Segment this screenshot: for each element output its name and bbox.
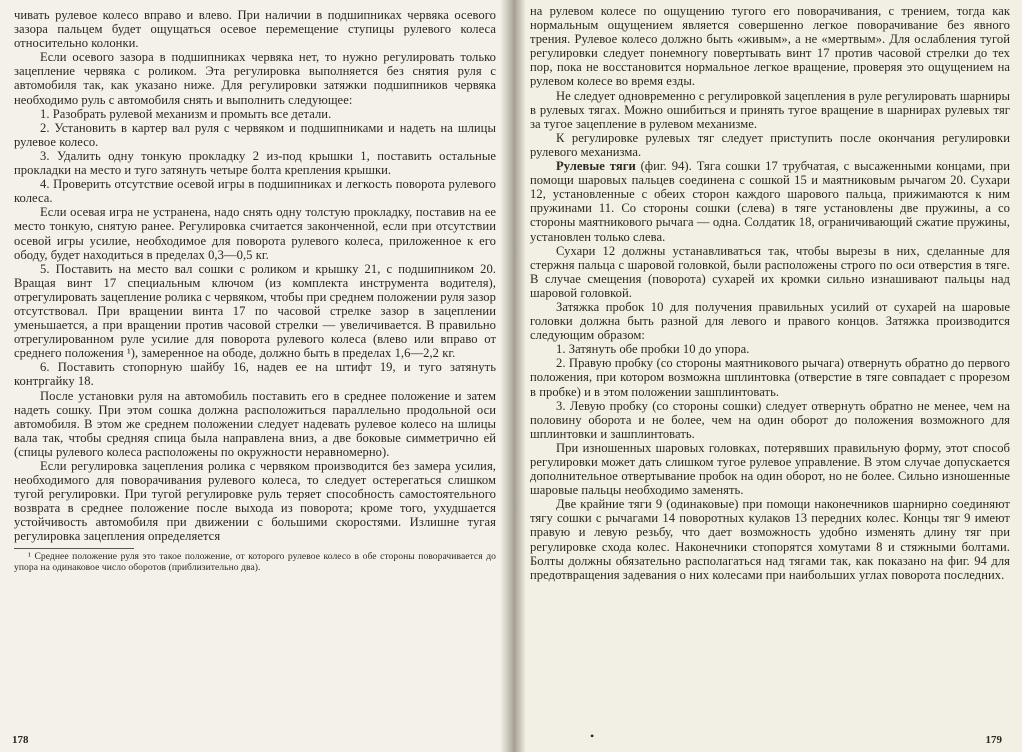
list-item: 1. Разобрать рулевой механизм и промыть все детали. — [40, 106, 332, 121]
paragraph: Две крайние тяги 9 (одинаковые) при помощи наконечников шарнирно соединяют тягу сошки с рычагами 14 поворотных кулаков 13 передних колес. Концы тяг 9 имеют правую и левую резьбу, что дает возможность удобно изменять длину тяг при регулировке схода колес. Наконечники стопорятся хомутами 8 и стяжными болтами. Болты должны обязательно располагаться над тягами так, как показано на фиг. 94 для предотвращения задевания о них колесами при наибольших углах поворота последних. — [530, 497, 1010, 582]
list-item: 6. Поставить стопорную шайбу 16, надев ее на штифт 19, и туго затянуть контргайку 18. — [14, 360, 496, 389]
right-page — [510, 0, 1022, 752]
paragraph: После установки руля на автомобиль поставить его в среднее положение и затем надеть сошку. При этом сошка должна расположиться параллельно продольной оси автомобиля. В этом же среднем положении следует надевать рулевое колесо на шлицы вала так, чтобы средняя спица была направлена вниз, а две боковые симметрично ей (спицы рулевого колеса расположены по окружности неравномерно). — [14, 388, 496, 459]
page-number-right: 179 — [985, 734, 1002, 746]
list-item: 1. Затянуть обе пробки 10 до упора. — [556, 342, 750, 357]
footnote: ¹ Среднее положение руля это такое положение, от которого рулевое колесо в обе стороны поворачивается до упора на одинаковое число оборотов (приблизительно два). — [14, 550, 496, 573]
section-heading: Рулевые тяги — [556, 159, 636, 174]
left-page — [0, 0, 510, 752]
page-number-left: 178 — [12, 734, 29, 746]
list-item: 3. Удалить одну тонкую прокладку 2 из-под крышки 1, поставить остальные прокладки на место и туго затянуть четыре болта крепления крышки. — [14, 148, 496, 178]
bottom-mark: • — [590, 729, 595, 743]
paragraph: на рулевом колесе по ощущению тугого его поворачивания, с трением, тогда как нормальным ощущением является совершенно легкое поворачивание без явного трения. Рулевое колесо должно быть «живым», а не «мертвым». Для ослабления тугой регулировки следует понемногу повертывать винт 17 против часовой стрелки до тех пор, пока не восстановится нормальное легкое вращение, проверяя это ощущением на рулевом колесе во время езды. — [530, 4, 1010, 89]
list-item: 2. Установить в картер вал руля с червяком и подшипниками и надеть на шлицы рулевое колесо. — [14, 120, 496, 149]
list-item: 5. Поставить на место вал сошки с роликом и крышку 21, с подшипником 20. Вращая винт 17 специальным ключом (из комплекта инструмента водителя), отрегулировать зацепление ролика с червяком, чтобы при среднем положении руля зазор отсутствовал. При вращении винта 17 по часовой стрелке зазор в зацеплении уменьшается, а при вращении против часовой стрелки — увеличивается. В правильно отрегулированном руле усилие для поворота рулевого колеса (влево или вправо от среднего положения ¹), замеренное на ободе, должно быть в пределах 1,6—2,2 кг. — [14, 261, 496, 361]
list-item: 4. Проверить отсутствие осевой игры в подшипниках и легкость поворота рулевого колеса. — [14, 177, 496, 206]
paragraph: Не следует одновременно с регулировкой зацепления в руле регулировать шарниры в рулевых тягах. Можно ошибиться и принять тугое вращение в шарнирах рулевых тяг за тугое зацепление в рулевом механизме. — [530, 88, 1010, 131]
paragraph: К регулировке рулевых тяг следует приступить после окончания регулировки рулевого механизма. — [530, 130, 1010, 159]
list-item: 3. Левую пробку (со стороны сошки) следует отвернуть обратно не менее, чем на половину оборота и не более, чем на один оборот до положения возможного для шплинтовки и зашплинтовать. — [530, 398, 1010, 441]
list-item: 2. Правую пробку (со стороны маятникового рычага) отвернуть обратно до первого положения, при котором возможна шплинтовка (отверстие в тяге совпадает с прорезом в пробке) и в этом положении зашплинтовать. — [530, 356, 1010, 399]
paragraph: Если регулировка зацепления ролика с червяком производится без замера усилия, необходимого для поворачивания рулевого колеса, то следует остерегаться слишком тугой регулировки. При тугой регулировке руль теряет способность самостоятельного возврата в среднее положение после выхода из поворота; кроме того, ухудшается устойчивость автомобиля при движении с большими скоростями. Излишне тугая регулировка зацепления определяется — [14, 459, 496, 544]
footnote-rule — [14, 548, 134, 549]
paragraph: Если осевая игра не устранена, надо снять одну толстую прокладку, поставив на ее место тонкую, снятую ранее. Регулировка считается законченной, если при отсутствии осевой игры усилие, необходимое для поворота рулевого колеса, приложенное к его ободу, будет находиться в пределах 0,3—0,5 кг. — [14, 205, 496, 262]
paragraph: Сухари 12 должны устанавливаться так, чтобы вырезы в них, сделанные для стержня пальца с шаровой головкой, были расположены строго по оси отверстия в тяге. В случае смещения (поворота) сухарей их кромки сильно изнашивают пальцы над шаровой головкой. — [530, 243, 1010, 300]
paragraph: При изношенных шаровых головках, потерявших правильную форму, этот способ регулировки может дать слишком тугое рулевое управление. В этом случае допускается дополнительное отвертывание пробок на один оборот, но не более. Сильно изношенные шаровые пальцы необходимо заменять. — [530, 440, 1010, 498]
paragraph: Затяжка пробок 10 для получения правильных усилий от сухарей на шаровые головки должна быть разной для левого и правого концов. Затяжка производится следующим образом: — [530, 299, 1010, 343]
paragraph: Если осевого зазора в подшипниках червяка нет, то нужно регулировать только зацепление червяка с роликом. Эта регулировка выполняется без снятия руля с автомобиля так, как указано ниже. Для регулировки затяжки подшипников червяка необходимо руль с автомобиля снять и выполнить следующее: — [14, 50, 496, 107]
section-paragraph: Рулевые тяги (фиг. 94). Тяга сошки 17 трубчатая, с высаженными концами, при помощи шаровых пальцев соединена с сошкой 15 и маятниковым рычагом 20. Сухари 12, установленные с обеих сторон каждого шарового пальца, прижимаются к ним пружинами 11. Со стороны сошки (слева) в тяге установлены две пружины, а со стороны маятникового рычага — одна. Солдатик 18, ограничивающий сжатие пружины, установлен только слева. — [530, 159, 1010, 244]
paragraph: чивать рулевое колесо вправо и влево. При наличии в подшипниках червяка осевого зазора пальцем будет ощущаться осевое перемещение ступицы рулевого колеса относительно колонки. — [14, 8, 496, 51]
